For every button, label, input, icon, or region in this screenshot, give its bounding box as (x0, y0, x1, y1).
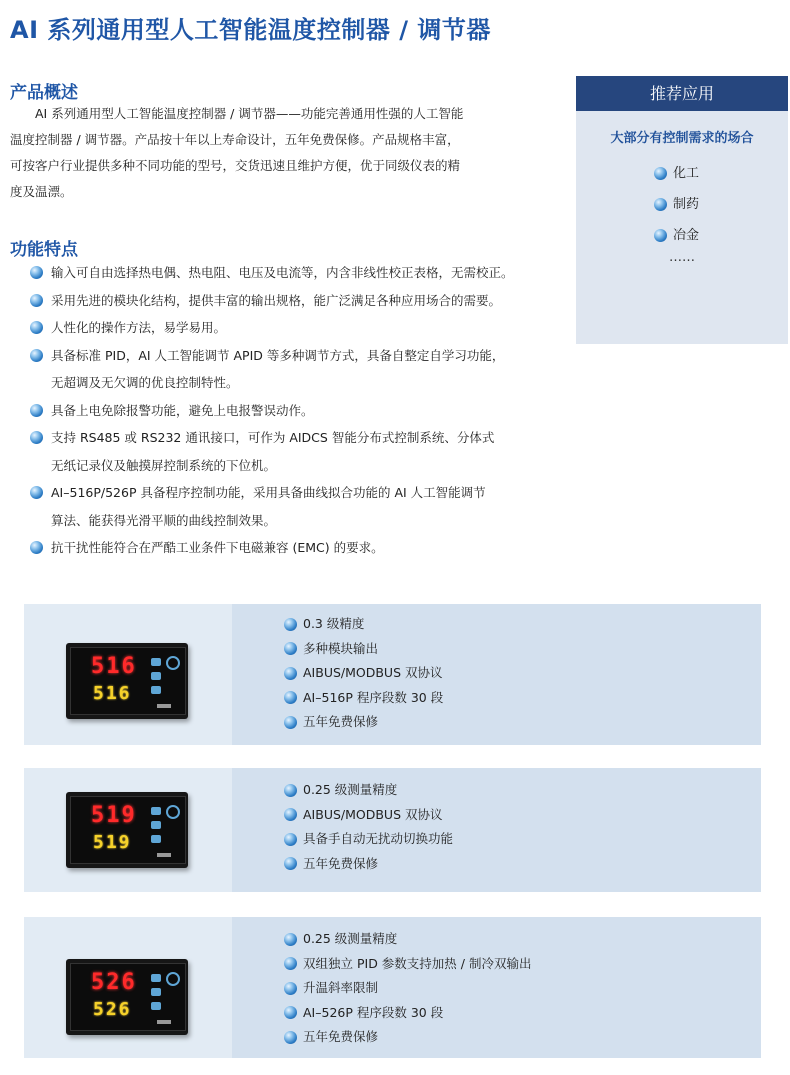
bullet-icon (284, 1031, 297, 1044)
features-heading: 功能特点 (10, 240, 78, 260)
bullet-icon (284, 957, 297, 970)
application-label: 冶金 (673, 228, 700, 243)
product-feature (284, 852, 453, 877)
feature-item (30, 342, 550, 397)
bullet-icon (654, 229, 667, 242)
overview-line: AI 系列通用型人工智能温度控制器 / 调节器——功能完善通用性强的人工智能 (10, 106, 464, 121)
feature-text: 抗干扰性能符合在严酷工业条件下电磁兼容 (EMC) 的要求。 (51, 540, 384, 555)
bullet-icon (284, 716, 297, 729)
application-item (654, 189, 788, 220)
bullet-icon (654, 198, 667, 211)
product-panel-526 (24, 917, 761, 1058)
feature-text: 具备标准 PID，AI 人工智能调节 APID 等多种调节方式，具备自整定自学习功能， (51, 347, 505, 363)
bullet-icon (284, 833, 297, 846)
sv-display: 526 (93, 999, 132, 1020)
product-feature-text: 0.25 级测量精度 (303, 782, 398, 797)
overview-line: 可按客户行业提供多种不同功能的型号，交货迅速且维护方便，优于同级仪表的精 (10, 158, 461, 173)
product-feature (284, 927, 531, 952)
bullet-icon (30, 349, 43, 362)
more-ellipsis: …… (669, 250, 695, 265)
bullet-icon (284, 857, 297, 870)
product-feature (284, 710, 443, 735)
feature-item (30, 534, 550, 562)
product-feature (284, 686, 443, 711)
application-label: 化工 (673, 166, 700, 181)
application-list (576, 158, 788, 251)
application-item (654, 220, 788, 251)
bullet-icon (284, 691, 297, 704)
product-feature (284, 637, 443, 662)
product-feature-text: AIBUS/MODBUS 双协议 (303, 806, 443, 822)
features-list (30, 259, 550, 562)
product-feature-text: AIBUS/MODBUS 双协议 (303, 665, 443, 680)
bullet-icon (30, 321, 43, 334)
feature-item (30, 259, 550, 287)
product-feature-text: 具备手自动无扰动切换功能 (303, 831, 454, 846)
product-feature (284, 1025, 531, 1050)
feature-text: 输入可自由选择热电偶、热电阻、电压及电流等，内含非线性校正表格，无需校正。 (51, 265, 514, 280)
application-label: 制药 (673, 197, 700, 212)
product-panel-516 (24, 604, 761, 745)
overview-line: 温度控制器 / 调节器。产品按十年以上寿命设计，五年免费保修。产品规格丰富， (10, 132, 460, 147)
product-feature-list (284, 778, 453, 876)
feature-item (30, 424, 550, 479)
bullet-icon (30, 404, 43, 417)
feature-item (30, 479, 550, 534)
product-feature (284, 827, 453, 852)
product-feature (284, 952, 531, 977)
bullet-icon (30, 266, 43, 279)
bullet-icon (30, 431, 43, 444)
feature-text: AI–516P/526P 具备程序控制功能，采用具备曲线拟合功能的 AI 人工智能调节 (51, 485, 486, 500)
pv-display: 526 (91, 970, 137, 995)
feature-text: 无纸记录仪及触摸屏控制系统的下位机。 (51, 457, 277, 473)
bullet-icon (284, 808, 297, 821)
overview-text (10, 101, 530, 205)
pv-display: 519 (91, 803, 137, 828)
feature-text: 支持 RS485 或 RS232 通讯接口，可作为 AIDCS 智能分布式控制系统、分体式 (51, 430, 495, 445)
bullet-icon (654, 167, 667, 180)
controller-device-image (66, 643, 188, 719)
product-feature (284, 612, 443, 637)
bullet-icon (30, 541, 43, 554)
page-title: AI 系列通用型人工智能温度控制器 / 调节器 (10, 16, 491, 44)
feature-item (30, 314, 550, 342)
product-feature-list (284, 612, 443, 735)
product-feature-text: 0.3 级精度 (303, 616, 365, 631)
bullet-icon (284, 982, 297, 995)
product-feature (284, 803, 453, 828)
bullet-icon (284, 1006, 297, 1019)
sv-display: 516 (93, 683, 132, 704)
pv-display: 516 (91, 654, 137, 679)
product-feature-text: 0.25 级测量精度 (303, 931, 398, 946)
feature-text: 算法、能获得光滑平顺的曲线控制效果。 (51, 512, 277, 528)
product-feature-text: 五年免费保修 (303, 855, 379, 871)
feature-text: 采用先进的模块化结构，提供丰富的输出规格，能广泛满足各种应用场合的需要。 (51, 292, 502, 308)
feature-item (30, 287, 550, 315)
product-feature (284, 976, 531, 1001)
product-feature-text: AI–526P 程序段数 30 段 (303, 1004, 444, 1020)
overview-heading: 产品概述 (10, 83, 78, 103)
product-feature-text: 五年免费保修 (303, 714, 379, 729)
product-feature-text: 双组独立 PID 参数支持加热 / 制冷双输出 (303, 955, 532, 971)
product-panel-519 (24, 768, 761, 892)
controller-device-image (66, 792, 188, 868)
product-feature (284, 778, 453, 803)
product-feature-text: 升温斜率限制 (303, 980, 379, 995)
product-feature-text: 五年免费保修 (303, 1029, 379, 1044)
bullet-icon (30, 486, 43, 499)
feature-text: 具备上电免除报警功能，避免上电报警误动作。 (51, 402, 314, 418)
overview-line: 度及温漂。 (10, 184, 73, 199)
sv-display: 519 (93, 832, 132, 853)
feature-text: 无超调及无欠调的优良控制特性。 (51, 375, 239, 390)
feature-text: 人性化的操作方法，易学易用。 (51, 320, 227, 335)
product-feature (284, 1001, 531, 1026)
application-item (654, 158, 788, 189)
product-feature-text: 多种模块输出 (303, 640, 379, 656)
feature-item (30, 397, 550, 425)
bullet-icon (284, 618, 297, 631)
bullet-icon (284, 667, 297, 680)
controller-device-image (66, 959, 188, 1035)
sidebar-heading: 推荐应用 (576, 76, 788, 111)
recommended-applications-panel (576, 76, 788, 344)
bullet-icon (30, 294, 43, 307)
product-feature-list (284, 927, 531, 1050)
bullet-icon (284, 642, 297, 655)
product-feature-text: AI–516P 程序段数 30 段 (303, 689, 444, 705)
bullet-icon (284, 933, 297, 946)
sidebar-subtitle: 大部分有控制需求的场合 (610, 131, 754, 146)
product-feature (284, 661, 443, 686)
bullet-icon (284, 784, 297, 797)
